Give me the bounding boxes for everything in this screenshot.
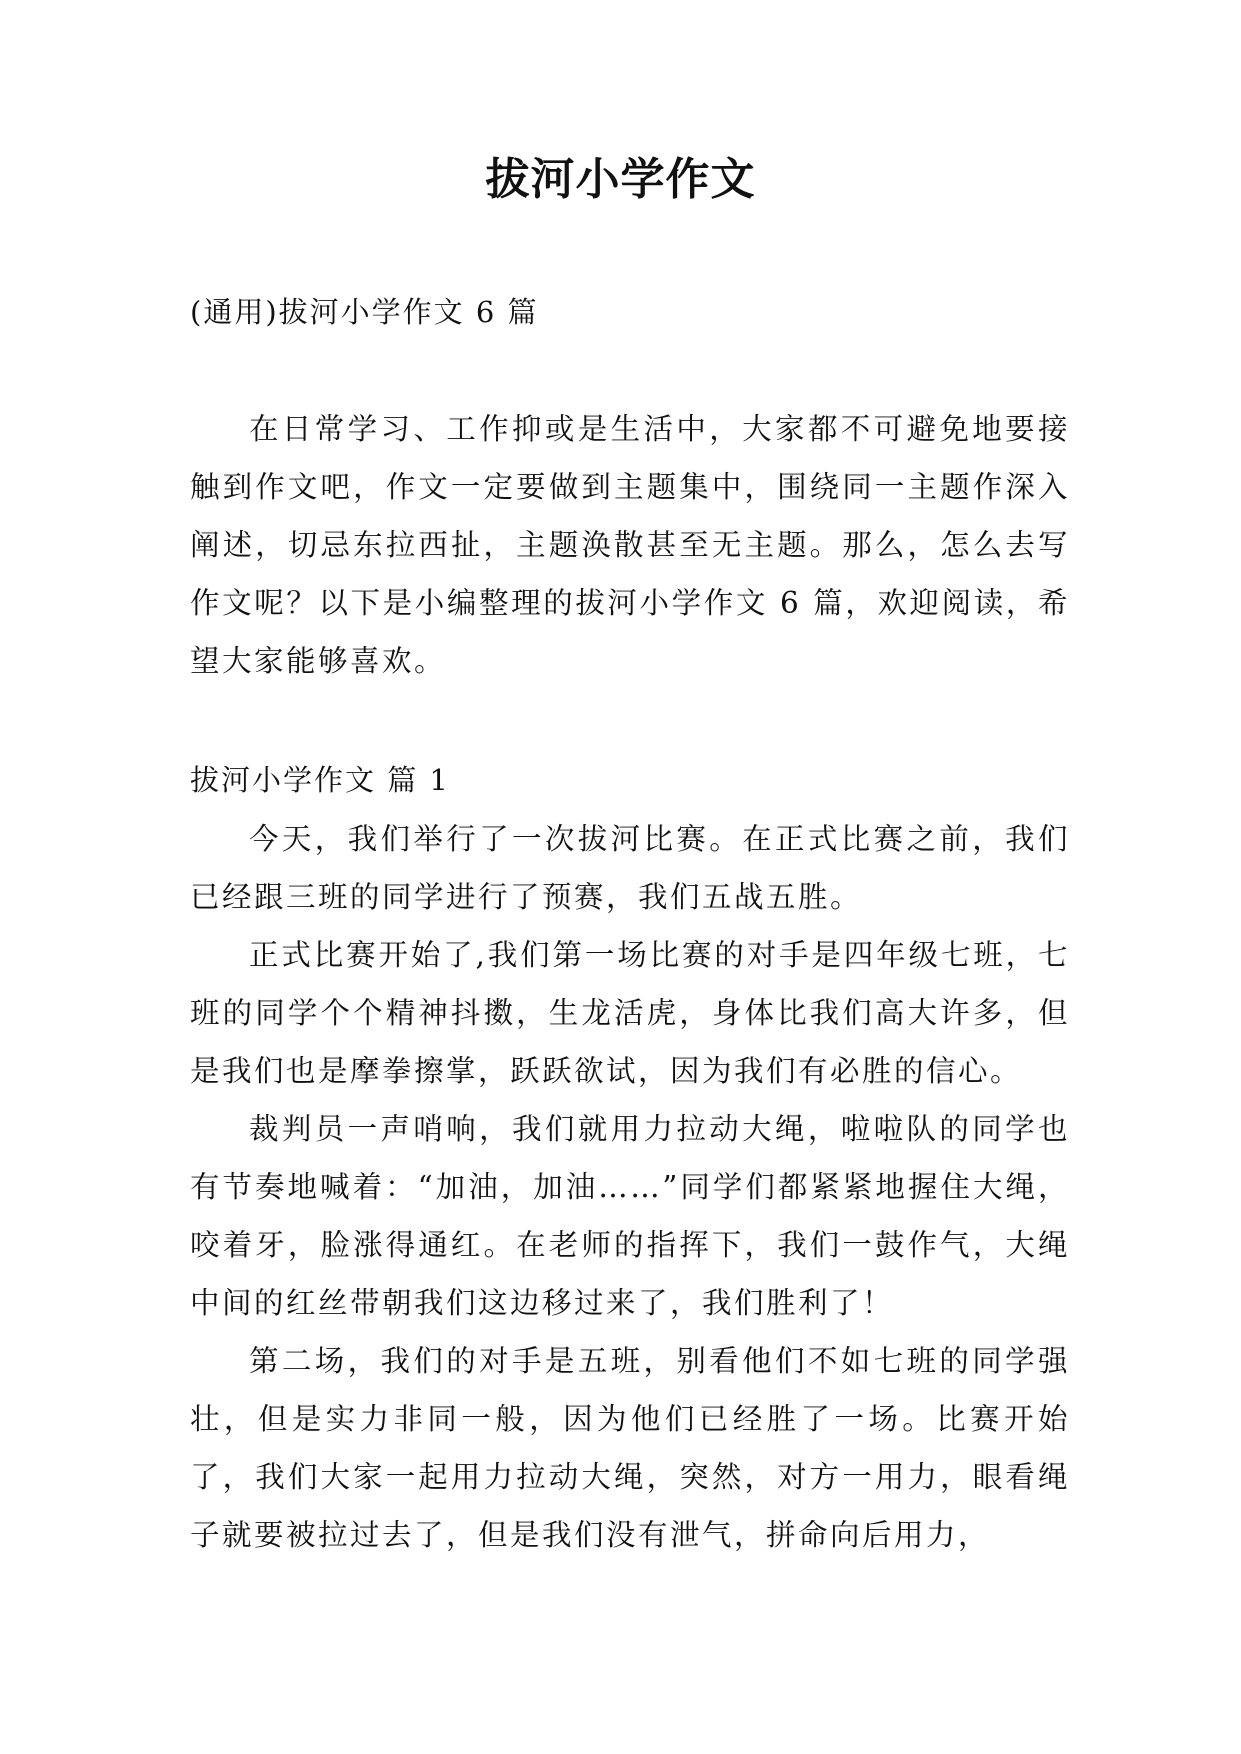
section-heading: 拔河小学作文 篇 1 (190, 763, 450, 797)
essay-paragraph: 裁判员一声哨响，我们就用力拉动大绳，啦啦队的同学也有节奏地喊着：“加油，加油……”同学们都紧紧地握住大绳，咬着牙，脸涨得通红。在老师的指挥下，我们一鼓作气，大绳中间的红丝带朝我们这边移过来了，我们胜利了！ (190, 1112, 1070, 1320)
intro-paragraph: 在日常学习、工作抑或是生活中，大家都不可避免地要接触到作文吧，作文一定要做到主题集中，围绕同一主题作深入阐述，切忌东拉西扯，主题涣散甚至无主题。那么，怎么去写作文呢？以下是小编整理的拔河小学作文 6 篇，欢迎阅读，希望大家能够喜欢。 (190, 412, 1070, 678)
document-title: 拔河小学作文 (485, 154, 756, 205)
essay-paragraph: 正式比赛开始了,我们第一场比赛的对手是四年级七班，七班的同学个个精神抖擞，生龙活虎，身体比我们高大许多，但是我们也是摩拳擦掌，跃跃欲试，因为我们有必胜的信心。 (190, 938, 1070, 1088)
document-subtitle: (通用)拔河小学作文 6 篇 (190, 295, 539, 329)
essay-paragraph: 第二场，我们的对手是五班，别看他们不如七班的同学强壮，但是实力非同一般，因为他们已经胜了一场。比赛开始了，我们大家一起用力拉动大绳，突然，对方一用力，眼看绳子就要被拉过去了，但是我们没有泄气，拼命向后用力， (190, 1344, 1070, 1552)
essay-paragraph: 今天，我们举行了一次拔河比赛。在正式比赛之前，我们已经跟三班的同学进行了预赛，我们五战五胜。 (190, 822, 1070, 914)
essay-body (190, 810, 1070, 1564)
